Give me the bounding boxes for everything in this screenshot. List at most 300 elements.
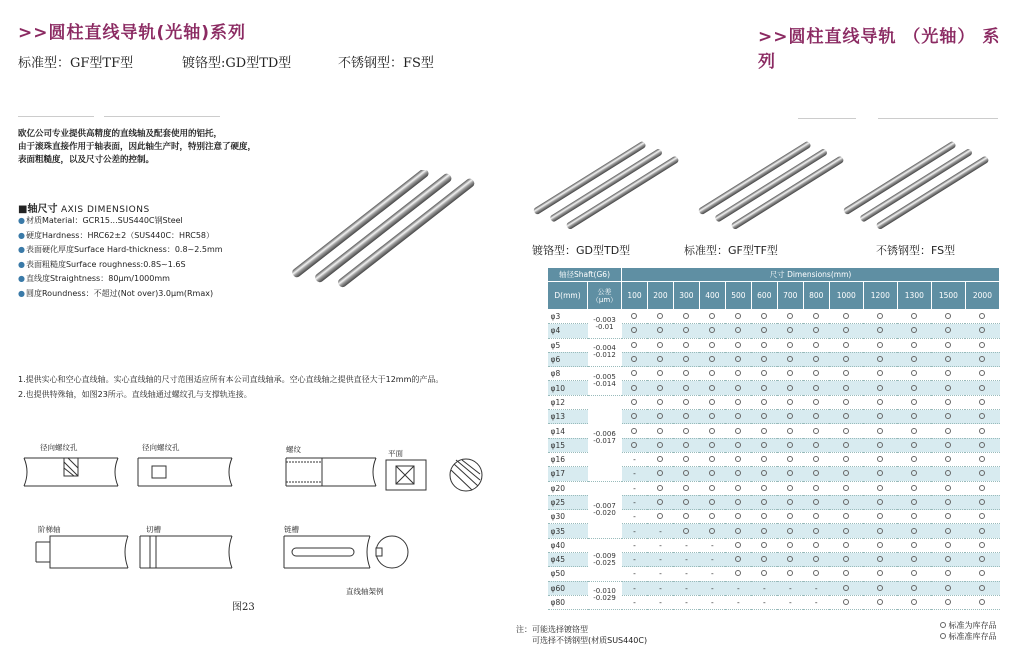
shaft-diameter: φ13	[548, 410, 588, 424]
circle-icon	[911, 542, 917, 548]
spec-list	[18, 214, 278, 301]
circle-icon	[735, 470, 741, 476]
tolerance: -0.003 -0.01	[588, 310, 622, 339]
circle-icon	[877, 470, 883, 476]
availability-circle	[803, 567, 829, 581]
thread-diagram	[282, 452, 378, 492]
not-available: -	[622, 495, 648, 509]
circle-icon	[709, 327, 715, 333]
availability-circle	[647, 410, 673, 424]
availability-circle	[803, 352, 829, 366]
table-row	[548, 538, 1000, 552]
circle-icon	[843, 499, 849, 505]
dimension-table	[547, 267, 1000, 610]
availability-circle	[777, 553, 803, 567]
shaft-diameter: φ14	[548, 424, 588, 438]
circle-icon	[735, 413, 741, 419]
radial-thread-hole-diagram-2	[136, 452, 236, 492]
circle-icon	[911, 570, 917, 576]
availability-circle	[673, 452, 699, 466]
not-available: -	[647, 595, 673, 609]
availability-circle	[803, 410, 829, 424]
circle-icon	[843, 385, 849, 391]
circle-icon	[877, 542, 883, 548]
availability-circle	[699, 467, 725, 481]
availability-circle	[897, 438, 931, 452]
availability-circle	[931, 524, 965, 538]
spec-item: ●材质Material：GCR15...SUS440C钢Steel	[18, 216, 183, 225]
availability-circle	[803, 424, 829, 438]
availability-circle	[751, 395, 777, 409]
table-row	[548, 581, 1000, 595]
circle-icon	[813, 428, 819, 434]
circle-icon	[787, 385, 793, 391]
circle-icon	[979, 428, 985, 434]
circle-icon	[735, 556, 741, 562]
circle-icon	[761, 370, 767, 376]
availability-circle	[965, 524, 999, 538]
availability-circle	[863, 424, 897, 438]
shaft-diameter: φ15	[548, 438, 588, 452]
circle-icon	[945, 528, 951, 534]
availability-circle	[829, 567, 863, 581]
circle-icon	[911, 313, 917, 319]
circle-icon	[979, 585, 985, 591]
availability-circle	[931, 381, 965, 395]
availability-circle	[673, 524, 699, 538]
circle-icon	[709, 428, 715, 434]
availability-circle	[751, 553, 777, 567]
shaft-diameter: φ35	[548, 524, 588, 538]
availability-circle	[829, 410, 863, 424]
circle-icon	[761, 327, 767, 333]
availability-circle	[931, 538, 965, 552]
circle-icon	[787, 442, 793, 448]
circle-icon	[787, 356, 793, 362]
circle-icon	[877, 528, 883, 534]
availability-circle	[699, 438, 725, 452]
availability-circle	[725, 510, 751, 524]
availability-circle	[725, 495, 751, 509]
shaft-diameter: φ12	[548, 395, 588, 409]
circle-icon	[979, 370, 985, 376]
availability-circle	[829, 424, 863, 438]
circle-icon	[979, 413, 985, 419]
availability-circle	[863, 410, 897, 424]
availability-circle	[725, 381, 751, 395]
footnote: 注：可能选择镀铬型 可选择不锈钢型(材质SUS440C)	[516, 625, 648, 645]
circle-icon	[709, 399, 715, 405]
circle-icon	[787, 327, 793, 333]
circle-icon	[911, 370, 917, 376]
circle-icon	[843, 456, 849, 462]
table-row	[548, 367, 1000, 381]
availability-circle	[965, 495, 999, 509]
table-body	[548, 310, 1000, 610]
availability-circle	[699, 310, 725, 324]
circle-icon	[843, 599, 849, 605]
circle-icon	[945, 342, 951, 348]
availability-circle	[829, 310, 863, 324]
availability-circle	[751, 567, 777, 581]
availability-circle	[931, 567, 965, 581]
availability-circle	[647, 510, 673, 524]
circle-icon	[877, 456, 883, 462]
circle-icon	[911, 585, 917, 591]
not-available: -	[622, 481, 648, 495]
circle-icon	[945, 499, 951, 505]
circle-icon	[735, 385, 741, 391]
table-row	[548, 310, 1000, 324]
not-available: -	[803, 581, 829, 595]
not-available: -	[751, 581, 777, 595]
circle-icon	[945, 370, 951, 376]
availability-circle	[803, 481, 829, 495]
availability-circle	[673, 481, 699, 495]
availability-circle	[803, 510, 829, 524]
circle-icon	[787, 456, 793, 462]
shaft-diameter: φ4	[548, 324, 588, 338]
availability-circle	[751, 424, 777, 438]
availability-circle	[725, 553, 751, 567]
availability-circle	[673, 367, 699, 381]
circle-icon	[813, 528, 819, 534]
availability-circle	[751, 481, 777, 495]
circle-icon	[761, 413, 767, 419]
circle-icon	[735, 313, 741, 319]
circle-icon	[945, 542, 951, 548]
circle-icon	[683, 385, 689, 391]
circle-icon	[945, 399, 951, 405]
circle-icon	[843, 528, 849, 534]
tolerance: -0.009 -0.025	[588, 538, 622, 581]
circle-icon	[631, 413, 637, 419]
circle-icon	[683, 313, 689, 319]
circle-icon	[787, 499, 793, 505]
circle-icon	[683, 442, 689, 448]
shaft-diameter: φ10	[548, 381, 588, 395]
availability-circle	[699, 495, 725, 509]
circle-icon	[877, 513, 883, 519]
circle-icon	[787, 399, 793, 405]
availability-circle	[725, 567, 751, 581]
circle-icon	[735, 513, 741, 519]
availability-circle	[965, 581, 999, 595]
availability-circle	[803, 495, 829, 509]
availability-circle	[965, 424, 999, 438]
circle-icon	[709, 499, 715, 505]
shaft-diameter: φ6	[548, 352, 588, 366]
availability-circle	[777, 310, 803, 324]
availability-circle	[931, 324, 965, 338]
circle-icon	[683, 456, 689, 462]
intro-text	[18, 128, 338, 167]
intro-line: 欧亿公司专业提供高精度的直线轴及配套使用的铝托，	[18, 129, 223, 139]
header-d: D(mm)	[548, 282, 588, 310]
availability-circle	[965, 410, 999, 424]
circle-icon	[911, 513, 917, 519]
not-available: -	[803, 595, 829, 609]
availability-circle	[699, 395, 725, 409]
not-available: -	[699, 538, 725, 552]
circle-icon	[735, 570, 741, 576]
circle-icon	[761, 513, 767, 519]
availability-circle	[897, 381, 931, 395]
circle-icon	[911, 456, 917, 462]
availability-circle	[863, 438, 897, 452]
availability-circle	[863, 310, 897, 324]
circle-icon	[979, 570, 985, 576]
circle-icon	[631, 370, 637, 376]
circle-icon	[787, 428, 793, 434]
circle-icon	[911, 470, 917, 476]
availability-circle	[965, 310, 999, 324]
circle-icon	[877, 313, 883, 319]
left-page-title: >>圆柱直线导轨(光轴)系列	[18, 23, 247, 43]
circle-icon	[657, 428, 663, 434]
availability-circle	[725, 481, 751, 495]
not-available: -	[622, 538, 648, 552]
circle-icon	[911, 399, 917, 405]
circle-icon	[631, 399, 637, 405]
availability-circle	[829, 581, 863, 595]
circle-icon	[631, 313, 637, 319]
availability-circle	[863, 395, 897, 409]
tolerance: -0.010 -0.029	[588, 581, 622, 610]
shaft-diameter: φ80	[548, 595, 588, 609]
availability-circle	[931, 595, 965, 609]
circle-icon	[657, 470, 663, 476]
circle-icon	[945, 327, 951, 333]
circle-icon	[877, 570, 883, 576]
not-available: -	[622, 567, 648, 581]
availability-circle	[647, 381, 673, 395]
stepped-shaft-diagram	[22, 532, 132, 572]
circle-icon	[761, 570, 767, 576]
availability-circle	[725, 352, 751, 366]
circle-icon	[787, 313, 793, 319]
availability-circle	[647, 495, 673, 509]
circle-icon	[657, 342, 663, 348]
header-length: 1200	[863, 282, 897, 310]
availability-circle	[897, 595, 931, 609]
circle-icon	[631, 442, 637, 448]
circle-icon	[761, 499, 767, 505]
circle-icon	[843, 513, 849, 519]
circle-icon	[683, 370, 689, 376]
header-length: 500	[725, 282, 751, 310]
circle-icon	[657, 456, 663, 462]
divider	[878, 118, 998, 119]
table-row	[548, 338, 1000, 352]
circle-icon	[735, 399, 741, 405]
circle-icon	[735, 370, 741, 376]
spec-item: ●圆度Roundness：不超过(Not over)3.0μm(Rmax)	[18, 288, 214, 298]
not-available: -	[647, 581, 673, 595]
availability-circle	[673, 467, 699, 481]
circle-icon	[657, 399, 663, 405]
circle-icon	[631, 342, 637, 348]
not-available: -	[751, 595, 777, 609]
availability-circle	[673, 324, 699, 338]
availability-circle	[931, 467, 965, 481]
not-available: -	[777, 581, 803, 595]
circle-icon	[813, 556, 819, 562]
circle-icon	[813, 370, 819, 376]
not-available: -	[673, 567, 699, 581]
availability-circle	[897, 467, 931, 481]
availability-circle	[803, 524, 829, 538]
availability-circle	[965, 367, 999, 381]
circle-icon	[657, 385, 663, 391]
availability-circle	[647, 338, 673, 352]
availability-circle	[725, 438, 751, 452]
availability-circle	[725, 324, 751, 338]
availability-circle	[699, 510, 725, 524]
rods-image	[280, 170, 480, 310]
availability-circle	[725, 538, 751, 552]
keyway-diagram	[282, 532, 412, 572]
availability-circle	[725, 424, 751, 438]
divider	[18, 116, 94, 117]
circle-icon	[979, 356, 985, 362]
label-stepped-shaft: 阶梯轴	[38, 525, 61, 534]
not-available: -	[622, 510, 648, 524]
circle-icon	[683, 399, 689, 405]
circle-icon	[787, 513, 793, 519]
availability-circle	[699, 352, 725, 366]
circle-icon	[911, 428, 917, 434]
not-available: -	[673, 595, 699, 609]
spec-item: ●直线度Straightness：80μm/1000mm	[18, 274, 170, 283]
circle-icon	[911, 485, 917, 491]
circle-icon	[813, 499, 819, 505]
not-available: -	[622, 581, 648, 595]
not-available: -	[647, 524, 673, 538]
label-thread: 螺纹	[286, 445, 301, 454]
availability-circle	[725, 467, 751, 481]
shaft-diameter: φ3	[548, 310, 588, 324]
availability-circle	[777, 438, 803, 452]
circle-icon	[709, 385, 715, 391]
circle-icon	[683, 470, 689, 476]
availability-circle	[863, 538, 897, 552]
availability-circle	[725, 310, 751, 324]
circle-icon	[911, 385, 917, 391]
not-available: -	[622, 595, 648, 609]
availability-circle	[829, 495, 863, 509]
circle-icon	[761, 528, 767, 534]
circle-icon	[683, 428, 689, 434]
circle-icon	[945, 556, 951, 562]
circle-icon	[911, 356, 917, 362]
not-available: -	[622, 524, 648, 538]
not-available: -	[673, 553, 699, 567]
label-example: 直线轴架例	[346, 587, 384, 596]
availability-circle	[931, 424, 965, 438]
availability-circle	[673, 381, 699, 395]
circle-icon	[911, 442, 917, 448]
header-length: 700	[777, 282, 803, 310]
circle-icon	[979, 542, 985, 548]
availability-circle	[673, 338, 699, 352]
circle-icon	[761, 556, 767, 562]
availability-circle	[897, 524, 931, 538]
intro-line: 由于滚珠直接作用于轴表面，因此轴生产时，特别注意了硬度，	[18, 142, 257, 152]
label-flat: 平面	[388, 449, 403, 458]
circle-icon	[813, 313, 819, 319]
divider	[104, 116, 220, 117]
circle-icon	[787, 528, 793, 534]
availability-circle	[803, 553, 829, 567]
circle-icon	[657, 442, 663, 448]
circle-icon	[813, 456, 819, 462]
availability-circle	[751, 410, 777, 424]
circle-icon	[945, 428, 951, 434]
circle-icon	[761, 542, 767, 548]
header-length: 1500	[931, 282, 965, 310]
availability-circle	[751, 324, 777, 338]
circle-icon	[813, 356, 819, 362]
circle-icon	[709, 485, 715, 491]
circle-icon	[877, 499, 883, 505]
availability-circle	[751, 495, 777, 509]
not-available: -	[622, 452, 648, 466]
not-available: -	[699, 553, 725, 567]
availability-circle	[863, 510, 897, 524]
availability-circle	[965, 595, 999, 609]
shaft-diameter: φ20	[548, 481, 588, 495]
circle-icon	[683, 342, 689, 348]
availability-circle	[897, 567, 931, 581]
availability-circle	[699, 524, 725, 538]
not-available: -	[777, 595, 803, 609]
header-length: 2000	[965, 282, 999, 310]
circle-icon	[843, 585, 849, 591]
availability-circle	[965, 481, 999, 495]
circle-icon	[911, 342, 917, 348]
availability-circle	[897, 553, 931, 567]
circle-icon	[657, 370, 663, 376]
circle-icon	[657, 313, 663, 319]
shaft-diameter: φ30	[548, 510, 588, 524]
availability-circle	[647, 467, 673, 481]
availability-circle	[673, 310, 699, 324]
not-available: -	[673, 538, 699, 552]
circle-icon	[657, 499, 663, 505]
legend-item: 标准准库存品	[940, 631, 997, 642]
circle-icon	[657, 485, 663, 491]
circle-icon	[657, 413, 663, 419]
circle-icon	[813, 570, 819, 576]
shaft-diameter: φ5	[548, 338, 588, 352]
circle-icon	[813, 342, 819, 348]
circle-icon	[843, 570, 849, 576]
availability-circle	[777, 367, 803, 381]
circle-icon	[761, 428, 767, 434]
shaft-diameter: φ50	[548, 567, 588, 581]
availability-circle	[897, 367, 931, 381]
rod-caption-stainless: 不锈钢型：FS型	[876, 244, 956, 257]
availability-circle	[725, 410, 751, 424]
header-length: 600	[751, 282, 777, 310]
availability-circle	[803, 310, 829, 324]
circle-icon	[979, 456, 985, 462]
availability-circle	[829, 352, 863, 366]
circle-icon	[945, 513, 951, 519]
circle-icon	[761, 485, 767, 491]
header-length: 300	[673, 282, 699, 310]
